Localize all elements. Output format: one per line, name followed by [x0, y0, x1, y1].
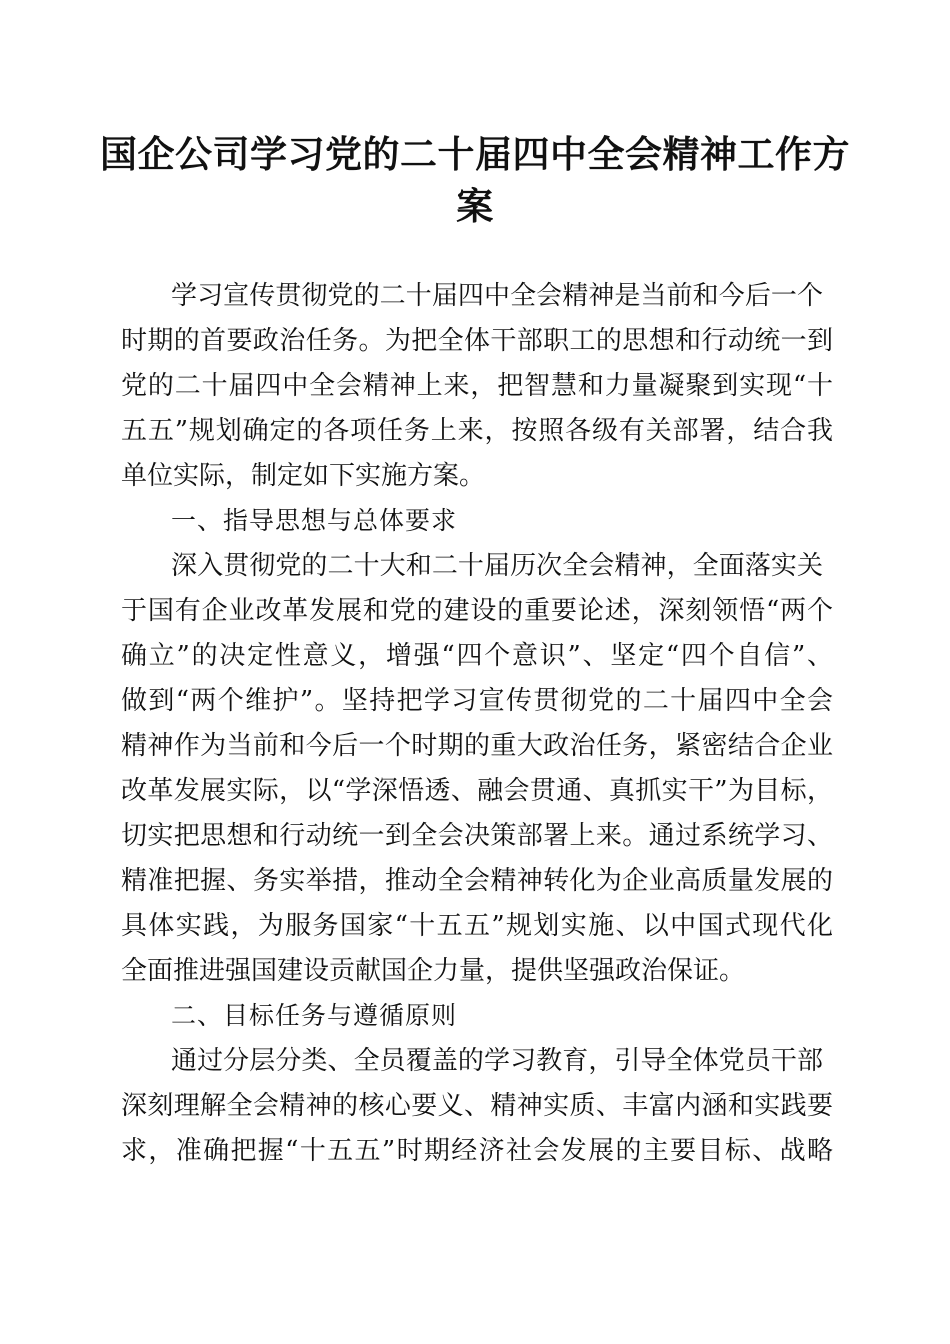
paragraph-2-line-8: 精准把握、务实举措，推动全会精神转化为企业高质量发展的 [121, 866, 833, 896]
paragraph-1-line-1: 学习宣传贯彻党的二十届四中全会精神是当前和今后一个 [171, 281, 823, 311]
paragraph-3-line-3: 求，准确把握“十五五”时期经济社会发展的主要目标、战略 [121, 1136, 833, 1166]
paragraph-1-line-5: 单位实际，制定如下实施方案。 [121, 461, 486, 491]
paragraph-2-line-9: 具体实践，为服务国家“十五五”规划实施、以中国式现代化 [121, 911, 833, 941]
paragraph-1-line-4: 五五”规划确定的各项任务上来，按照各级有关部署，结合我 [121, 416, 833, 446]
paragraph-2-line-3: 确立”的决定性意义，增强“四个意识”、坚定“四个自信”、 [121, 641, 833, 671]
document-title: 国企公司学习党的二十届四中全会精神工作方案 [100, 132, 850, 228]
paragraph-2-line-4: 做到“两个维护”。坚持把学习宣传贯彻党的二十届四中全会 [121, 686, 833, 716]
paragraph-2-line-1: 深入贯彻党的二十大和二十届历次全会精神，全面落实关 [171, 551, 823, 581]
section-heading-2: 二、目标任务与遵循原则 [171, 1001, 458, 1030]
paragraph-2-line-5: 精神作为当前和今后一个时期的重大政治任务，紧密结合企业 [121, 731, 833, 761]
paragraph-2-line-7: 切实把思想和行动统一到全会决策部署上来。通过系统学习、 [121, 821, 833, 851]
section-heading-1: 一、指导思想与总体要求 [171, 506, 458, 535]
paragraph-2-line-2: 于国有企业改革发展和党的建设的重要论述，深刻领悟“两个 [121, 596, 833, 626]
paragraph-3-line-2: 深刻理解全会精神的核心要义、精神实质、丰富内涵和实践要 [121, 1091, 833, 1121]
paragraph-1-line-2: 时期的首要政治任务。为把全体干部职工的思想和行动统一到 [121, 326, 833, 356]
paragraph-2-line-6: 改革发展实际，以“学深悟透、融会贯通、真抓实干”为目标， [121, 776, 833, 806]
paragraph-3-line-1: 通过分层分类、全员覆盖的学习教育，引导全体党员干部 [171, 1046, 823, 1076]
paragraph-2-line-10: 全面推进强国建设贡献国企力量，提供坚强政治保证。 [121, 956, 746, 986]
paragraph-1-line-3: 党的二十届四中全会精神上来，把智慧和力量凝聚到实现“十 [121, 371, 833, 401]
